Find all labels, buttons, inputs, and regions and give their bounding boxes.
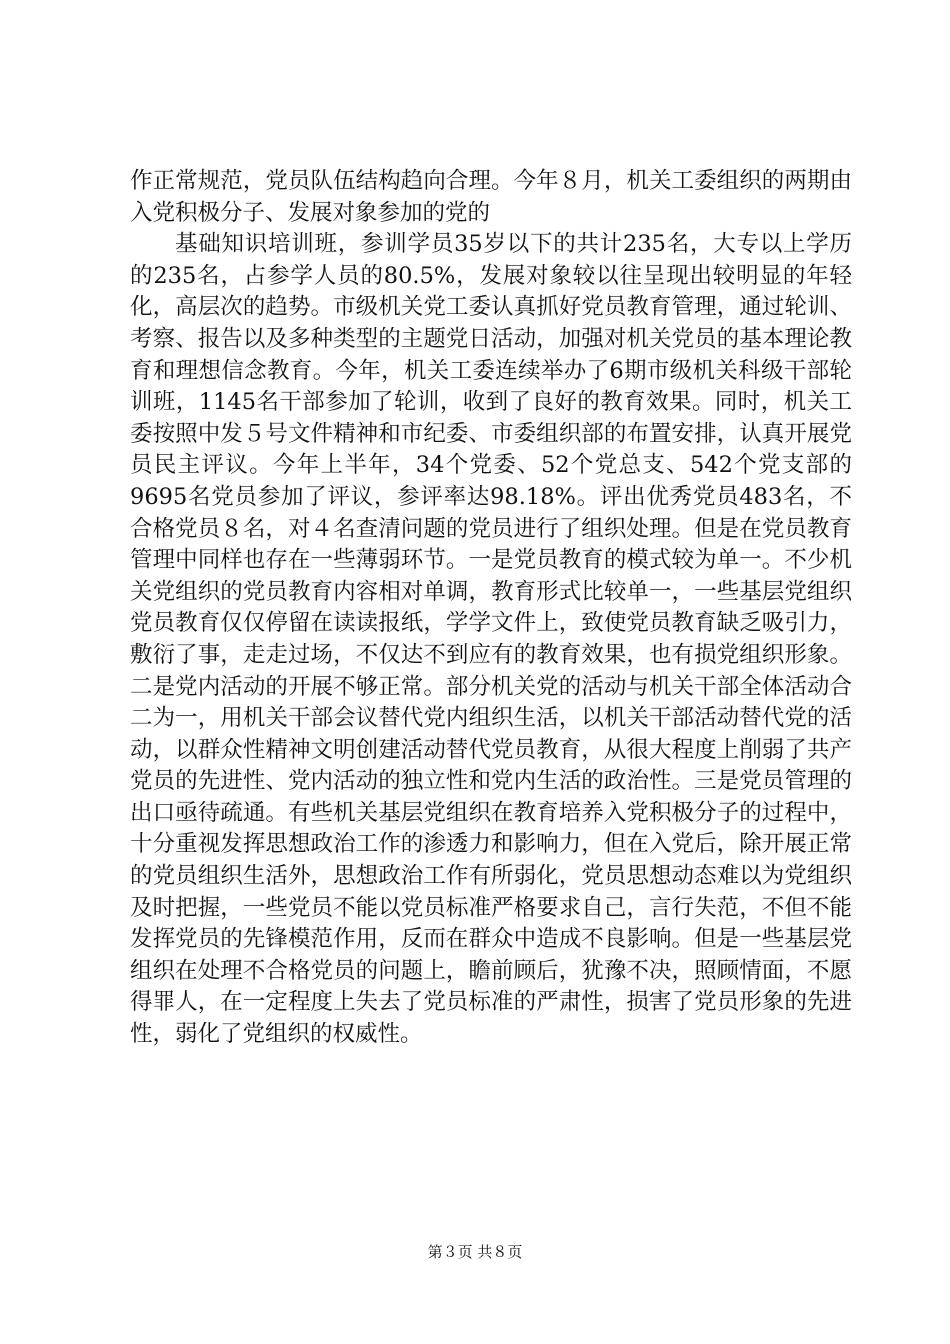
paragraph-main: 基础知识培训班，参训学员35岁以下的共计235名，大专以上学历的235名，占参学人员的80.5%，发展对象较以往呈现出较明显的年轻化，高层次的趋势。市级机关党工委认真抓好党员教育管理，通过轮训、考察、报告以及多种类型的主题党日活动，加强对机关党员的基本理论教育和理想信念教育。今年，机关工委连续举办了6期市级机关科级干部轮训班，1145名干部参加了轮训，收到了良好的教育效果。同时，机关工委按照中发５号文件精神和市纪委、市委组织部的布置安排，认真开展党员民主评议。今年上半年，34个党委、52个党总支、542个党支部的9695名党员参加了评议，参评率达98.18%。评出优秀党员483名，不合格党员８名，对４名查清问题的党员进行了组织处理。但是在党员教育管理中同样也存在一些薄弱环节。一是党员教育的模式较为单一。不少机关党组织的党员教育内容相对单调，教育形式比较单一，一些基层党组织党员教育仅仅停留在读读报纸，学学文件上，致使党员教育缺乏吸引力，敷衍了事，走走过场，不仅达不到应有的教育效果，也有损党组织形象。二是党内活动的开展不够正常。部分机关党的活动与机关干部全体活动合二为一，用机关干部会议替代党内组织生活，以机关干部活动替代党的活动，以群众性精神文明创建活动替代党员教育，从很大程度上削弱了共产党员的先进性、党内活动的独立性和党内生活的政治性。三是党员管理的出口亟待疏通。有些机关基层党组织在教育培养入党积极分子的过程中，十分重视发挥思想政治工作的渗透力和影响力，但在入党后，除开展正常的党员组织生活外，思想政治工作有所弱化，党员思想动态难以为党组织及时把握，一些党员不能以党员标准严格要求自己，言行失范，不但不能发挥党员的先锋模范作用，反而在群众中造成不良影响。但是一些基层党组织在处理不合格党员的问题上，瞻前顾后，犹豫不决，照顾情面，不愿得罪人，在一定程度上失去了党员标准的严肃性，损害了党员形象的先进性，弱化了党组织的权威性。 <box>130 231 852 1048</box>
paragraph-continuation: 作正常规范，党员队伍结构趋向合理。今年８月，机关工委组织的两期由入党积极分子、发展对象参加的党的 <box>130 168 852 226</box>
page-number-footer: 第３页 共８页 <box>427 1243 523 1261</box>
document-body <box>130 166 852 1051</box>
